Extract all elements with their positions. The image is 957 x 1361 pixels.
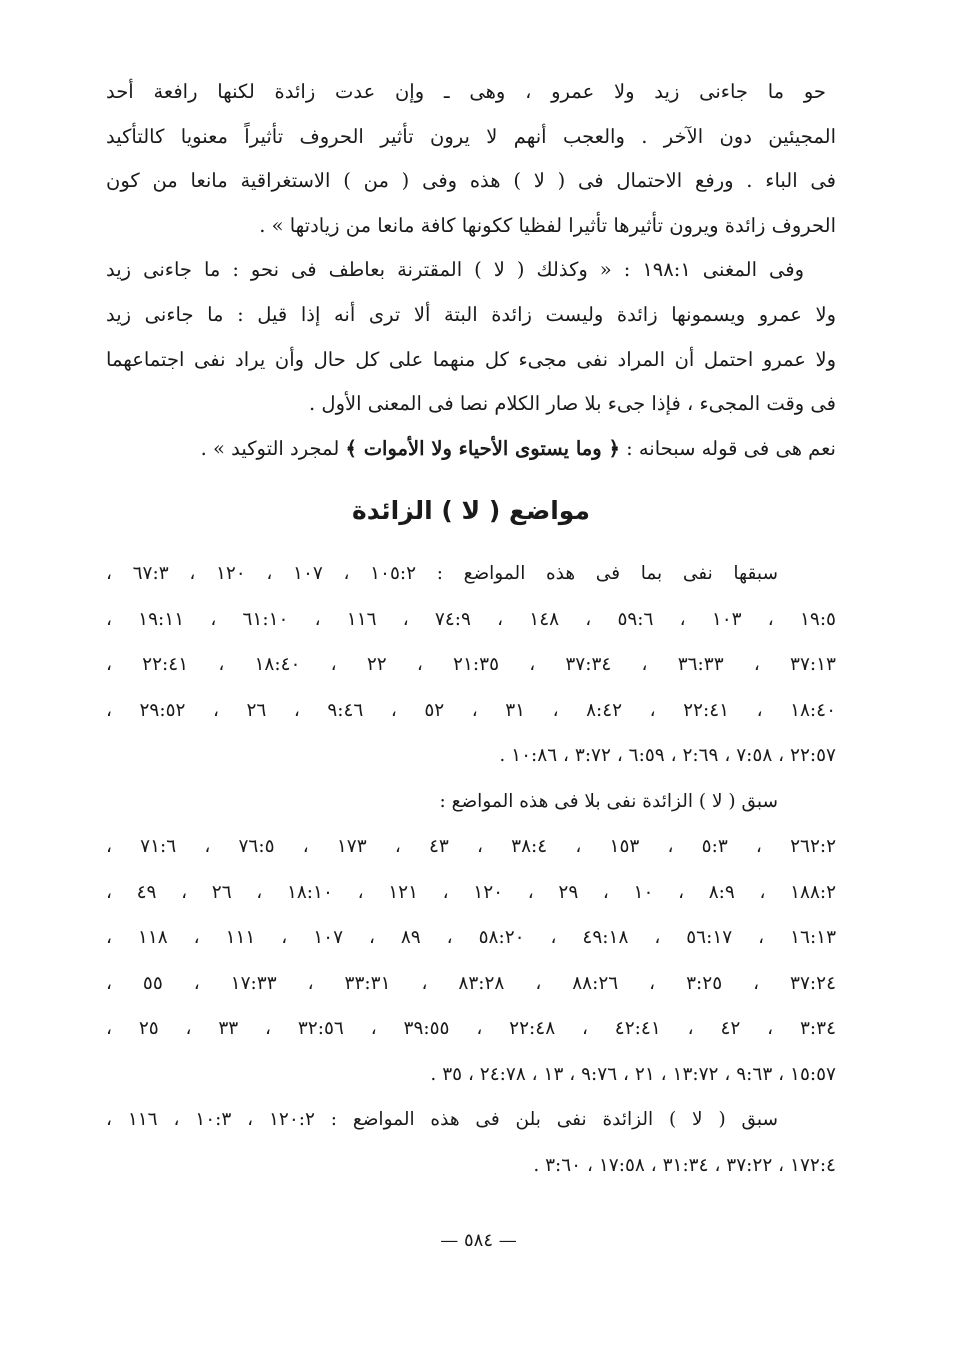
text-line: ولا عمرو احتمل أن المراد نفى مجىء كل منهما على كل حال وأن يراد نفى اجتماعهما xyxy=(106,347,836,371)
text-after-quote: لمجرد التوكيد » . xyxy=(200,436,340,460)
section-3-intro: سبق ( لا ) الزائدة نفى بلن فى هذه المواضع : ١٢٠:٢ ، ١٠:٣ ، ١١٦ ، xyxy=(106,1109,779,1131)
text-line: المجيئين دون الآخر . والعجب أنهم لا يرون تأثير الحروف تأثيراً معنويا كالتأكيد xyxy=(106,124,836,148)
text-before-quote: نعم هى فى قوله سبحانه : xyxy=(626,436,836,460)
reference-line: ١٨٨:٢ ، ٨:٩ ، ١٠ ، ٢٩ ، ١٢٠ ، ١٢١ ، ١٨:١٠ ، ٢٦ ، ٤٩ ، xyxy=(106,881,836,903)
section-heading: مواضع ( لا ) الزائدة xyxy=(352,496,590,526)
reference-line: ١٨:٤٠ ، ٢٢:٤١ ، ٨:٤٢ ، ٣١ ، ٥٢ ، ٩:٤٦ ، ٢٦ ، ٢٩:٥٢ ، xyxy=(106,699,836,721)
paragraph-2 xyxy=(106,248,836,426)
text-line: فى وقت المجىء ، فإذا جىء بلا صار الكلام نصا فى المعنى الأول . xyxy=(309,392,836,416)
quran-quote: ﴿ وما يستوى الأحياء ولا الأموات ﴾ xyxy=(345,436,620,460)
text-line: حو ما جاءنى زيد ولا عمرو ، وهى ـ وإن عدت زائدة لكنها رافعة أحد xyxy=(106,80,826,103)
page-body xyxy=(106,70,836,1188)
text-line: الحروف زائدة ويرون تأثيرها تأثيرا لفظيا ككونها كافة مانعا من زيادتها » . xyxy=(259,213,836,237)
section-1 xyxy=(106,551,836,779)
section-2 xyxy=(106,779,836,1098)
reference-line: ٣٧:٢٤ ، ٣:٢٥ ، ٨٨:٢٦ ، ٨٣:٢٨ ، ٣٣:٣١ ، ١٧:٣٣ ، ٥٥ ، xyxy=(106,972,836,994)
section-1-intro: سبقها نفى بما فى هذه المواضع : ١٠٥:٢ ، ١٠٧ ، ١٢٠ ، ٦٧:٣ ، xyxy=(106,563,778,585)
reference-line: ١٩:٥ ، ١٠٣ ، ٥٩:٦ ، ١٤٨ ، ٧٤:٩ ، ١١٦ ، ٦١:١٠ ، ١٩:١١ ، xyxy=(106,608,836,630)
reference-line: ١٧٢:٤ ، ٣٧:٢٢ ، ٣١:٣٤ ، ١٧:٥٨ ، ٣:٦٠ . xyxy=(533,1154,836,1176)
text-line: وفى المغنى ١٩٨:١ : « وكذلك ( لا ) المقترنة بعاطف فى نحو : ما جاءنى زيد xyxy=(106,258,804,282)
reference-line: ١٥:٥٧ ، ٩:٦٣ ، ١٣:٧٢ ، ٢١ ، ٩:٧٦ ، ١٣ ، ٢٤:٧٨ ، ٣٥ . xyxy=(430,1063,836,1085)
reference-line: ٣:٣٤ ، ٤٢ ، ٤٢:٤١ ، ٢٢:٤٨ ، ٣٩:٥٥ ، ٣٢:٥٦ ، ٣٣ ، ٢٥ ، xyxy=(106,1018,836,1040)
section-3 xyxy=(106,1097,836,1188)
reference-line: ١٦:١٣ ، ٥٦:١٧ ، ٤٩:١٨ ، ٥٨:٢٠ ، ٨٩ ، ١٠٧ ، ١١١ ، ١١٨ ، xyxy=(106,927,836,949)
text-line: فى الباء . ورفع الاحتمال فى ( لا ) هذه وفى ( من ) الاستغراقية مانعا من كون xyxy=(106,169,836,193)
text-line: ولا عمرو ويسمونها زائدة وليست زائدة البتة ألا ترى أنه إذا قيل : ما جاءنى زيد xyxy=(106,302,836,326)
page-number: — ٥٨٤ — xyxy=(440,1230,517,1251)
section-2-intro: سبق ( لا ) الزائدة نفى بلا فى هذه المواضع : xyxy=(439,790,778,812)
reference-line: ٢٢:٥٧ ، ٧:٥٨ ، ٢:٦٩ ، ٦:٥٩ ، ٣:٧٢ ، ١٠:٨٦ . xyxy=(499,745,836,767)
paragraph-3 xyxy=(106,427,836,472)
paragraph-1 xyxy=(106,70,836,248)
reference-line: ٢٦٢:٢ ، ٥:٣ ، ١٥٣ ، ٣٨:٤ ، ٤٣ ، ١٧٣ ، ٧٦:٥ ، ٧١:٦ ، xyxy=(106,836,836,858)
reference-line: ٣٧:١٣ ، ٣٦:٣٣ ، ٣٧:٣٤ ، ٢١:٣٥ ، ٢٢ ، ١٨:٤٠ ، ٢٢:٤١ ، xyxy=(106,654,836,676)
